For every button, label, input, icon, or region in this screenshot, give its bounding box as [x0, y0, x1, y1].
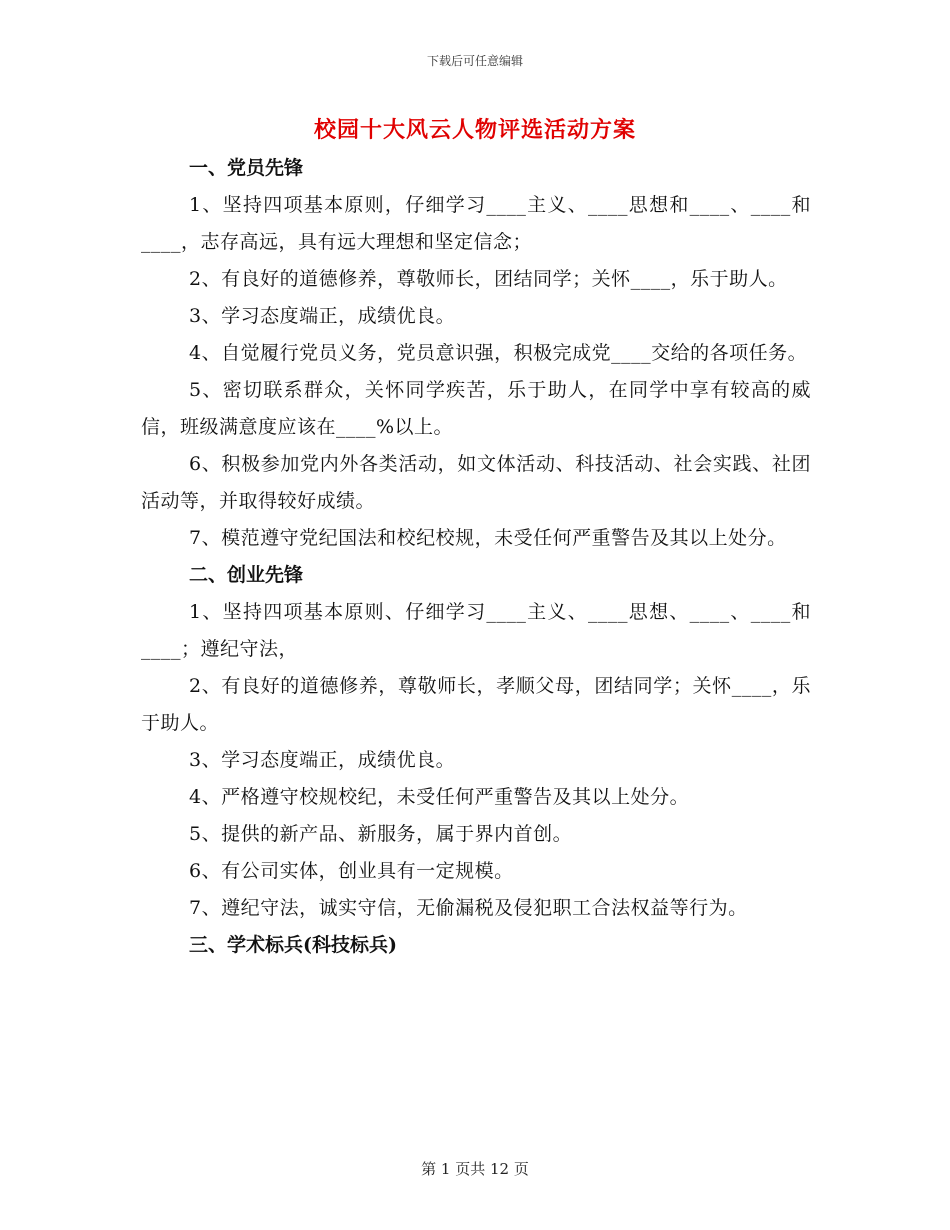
- list-item: 5、提供的新产品、新服务，属于界内首创。: [189, 823, 573, 845]
- list-item: 2、有良好的道德修养，尊敬师长，团结同学；关怀____，乐于助人。: [189, 268, 788, 290]
- list-item: 7、模范遵守党纪国法和校纪校规，未受任何严重警告及其以上处分。: [189, 527, 787, 549]
- header-note: 下载后可任意编辑: [426, 54, 523, 68]
- list-item: 1、坚持四项基本原则，仔细学习____主义、____思想和____、____和____，志存高远，具有远大理想和坚定信念；: [141, 194, 811, 253]
- list-item: 4、自觉履行党员义务，党员意识强，积极完成党____交给的各项任务。: [189, 342, 808, 364]
- list-item: 2、有良好的道德修养，尊敬师长，孝顺父母，团结同学；关怀____，乐于助人。: [141, 675, 811, 734]
- list-item: 7、遵纪守法，诚实守信，无偷漏税及侵犯职工合法权益等行为。: [189, 897, 748, 919]
- list-item: 6、有公司实体，创业具有一定规模。: [189, 860, 514, 882]
- list-item: 3、学习态度端正，成绩优良。: [189, 749, 456, 771]
- list-item: 6、积极参加党内外各类活动，如文体活动、科技活动、社会实践、社团活动等，并取得较好成绩。: [141, 453, 811, 512]
- section-heading-academic-model: 三、学术标兵(科技标兵): [189, 934, 397, 956]
- section-heading-startup-pioneer: 二、创业先锋: [189, 564, 304, 586]
- list-item: 3、学习态度端正，成绩优良。: [189, 305, 456, 327]
- document-title: 校园十大风云人物评选活动方案: [313, 117, 636, 143]
- document-body: [141, 150, 811, 964]
- section-heading-party-pioneer: 一、党员先锋: [189, 157, 304, 179]
- list-item: 1、坚持四项基本原则、仔细学习____主义、____思想、____、____和____；遵纪守法，: [141, 601, 811, 660]
- list-item: 4、严格遵守校规校纪，未受任何严重警告及其以上处分。: [189, 786, 690, 808]
- list-item: 5、密切联系群众，关怀同学疾苦，乐于助人，在同学中享有较高的威信，班级满意度应该在____%以上。: [141, 379, 811, 438]
- page-number-footer: 第 1 页共 12 页: [421, 1160, 529, 1178]
